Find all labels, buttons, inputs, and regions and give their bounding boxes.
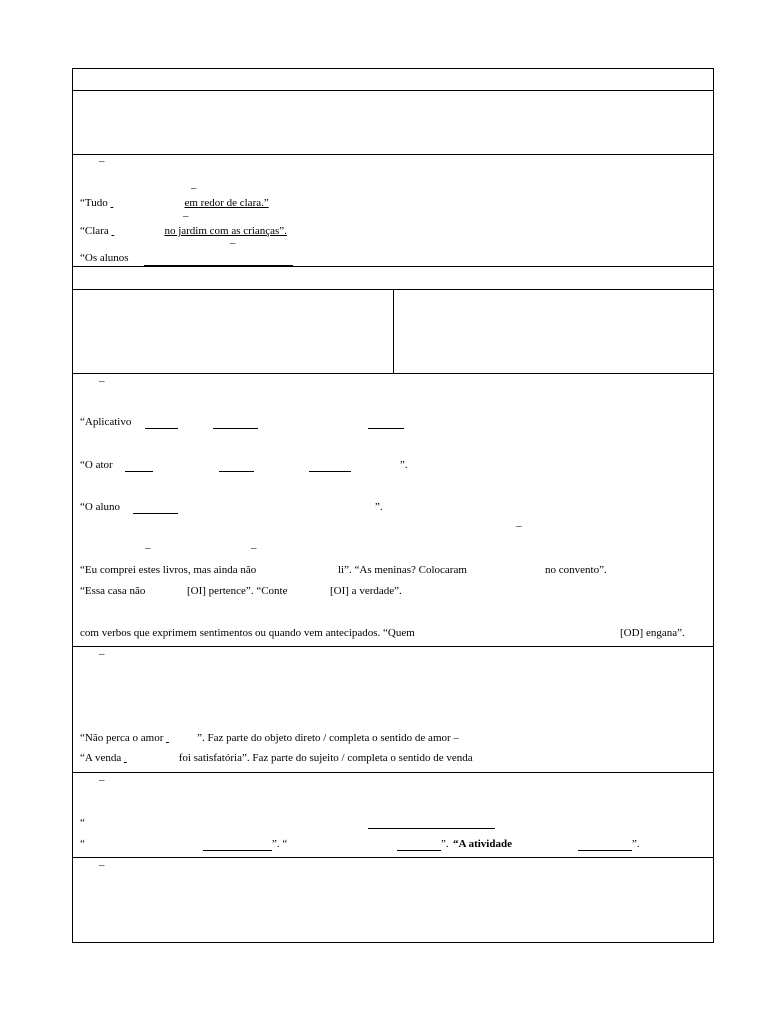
section3-line1-dash: – bbox=[191, 182, 197, 194]
section8-line2-close: ”. bbox=[632, 838, 640, 850]
section6-dash-3: – bbox=[145, 542, 151, 554]
section3-line1-open: “Tudo bbox=[80, 197, 111, 209]
section6-line4-b: li”. “As meninas? Colocaram bbox=[338, 564, 467, 576]
section6-line5-c: [OI] a verdade”. bbox=[330, 585, 402, 597]
section8-line2-bold: “A atividade bbox=[453, 838, 512, 850]
section8-dash: – bbox=[99, 774, 105, 786]
section6-line6-a: com verbos que exprimem sentimentos ou quando vem antecipados. “Quem bbox=[80, 627, 415, 639]
section7-line1 bbox=[80, 732, 459, 745]
section6-line2-blank-1 bbox=[125, 471, 153, 472]
section7-line1-rest: ”. Faz parte do objeto direto / completa o sentido de amor – bbox=[197, 732, 459, 744]
section6-line2-blank-2 bbox=[219, 471, 254, 472]
section3-line3-open: “Os alunos bbox=[80, 252, 129, 264]
row-divider-6 bbox=[72, 646, 713, 647]
row-divider-3 bbox=[72, 266, 713, 267]
section6-line2-blank-3 bbox=[309, 471, 351, 472]
section3-line2-blank bbox=[111, 225, 164, 238]
section3-line1 bbox=[80, 197, 269, 210]
section3-line2-underlined: no jardim com as crianças”. bbox=[164, 225, 287, 237]
section6-line3: “O aluno bbox=[80, 501, 121, 513]
section6-line2: “O ator bbox=[80, 459, 113, 471]
section3-line3-dash: – bbox=[230, 237, 236, 249]
section3-dash: – bbox=[99, 155, 105, 167]
section7-line2 bbox=[80, 752, 473, 765]
section6-line1-blank-3 bbox=[368, 428, 404, 429]
section3-line1-blank bbox=[110, 197, 184, 210]
section7-dash: – bbox=[99, 648, 105, 660]
section7-line1-blank bbox=[166, 732, 197, 745]
section8-line2-open: “ bbox=[80, 838, 85, 850]
section6-line6-b: [OD] engana”. bbox=[620, 627, 685, 639]
section6-line3-close: ”. bbox=[375, 501, 383, 513]
row-divider-7 bbox=[72, 772, 713, 773]
column-divider bbox=[393, 289, 394, 373]
row-divider-5 bbox=[72, 373, 713, 374]
section6-line5-b: [OI] pertence”. “Conte bbox=[187, 585, 288, 597]
section6-line4-c: no convento”. bbox=[545, 564, 607, 576]
section6-line1-blank-2 bbox=[213, 428, 258, 429]
section6-dash-4: – bbox=[251, 542, 257, 554]
section6-line1-blank-1 bbox=[145, 428, 178, 429]
section6-line4-a: “Eu comprei estes livros, mas ainda não bbox=[80, 564, 257, 576]
section7-line2-open: “A venda bbox=[80, 752, 124, 764]
row-divider-2 bbox=[72, 154, 713, 155]
section3-line3 bbox=[80, 252, 129, 265]
section8-line2-mid1: ”. “ bbox=[272, 838, 288, 850]
section6-dash: – bbox=[99, 375, 105, 387]
section6-line3-blank bbox=[133, 513, 178, 514]
section6-line5-a: “Essa casa não bbox=[80, 585, 146, 597]
section9-dash: – bbox=[99, 859, 105, 871]
section8-line2-blank-1 bbox=[203, 850, 272, 851]
section3-line1-underlined: em redor de clara.” bbox=[184, 197, 269, 209]
section8-line2-blank-3 bbox=[578, 850, 632, 851]
row-divider-1 bbox=[72, 90, 713, 91]
section3-line3-blank bbox=[144, 265, 293, 266]
section7-line1-open: “Não perca o amor bbox=[80, 732, 167, 744]
section7-line2-blank bbox=[124, 752, 176, 765]
section8-line1-open: “ bbox=[80, 817, 85, 829]
section3-line2 bbox=[80, 225, 287, 238]
section6-line2-close: ”. bbox=[400, 459, 408, 471]
section6-line1: “Aplicativo bbox=[80, 416, 132, 428]
section8-line2-mid2: ”. bbox=[441, 838, 449, 850]
section3-line2-dash: – bbox=[183, 210, 189, 222]
section8-line2-blank-2 bbox=[397, 850, 441, 851]
row-divider-8 bbox=[72, 857, 713, 858]
section6-dash-2: – bbox=[516, 520, 522, 532]
section8-line1-blank bbox=[368, 828, 495, 829]
section3-line2-open: “Clara bbox=[80, 225, 112, 237]
section7-line2-rest: foi satisfatória”. Faz parte do sujeito / completa o sentido de venda bbox=[175, 752, 473, 764]
